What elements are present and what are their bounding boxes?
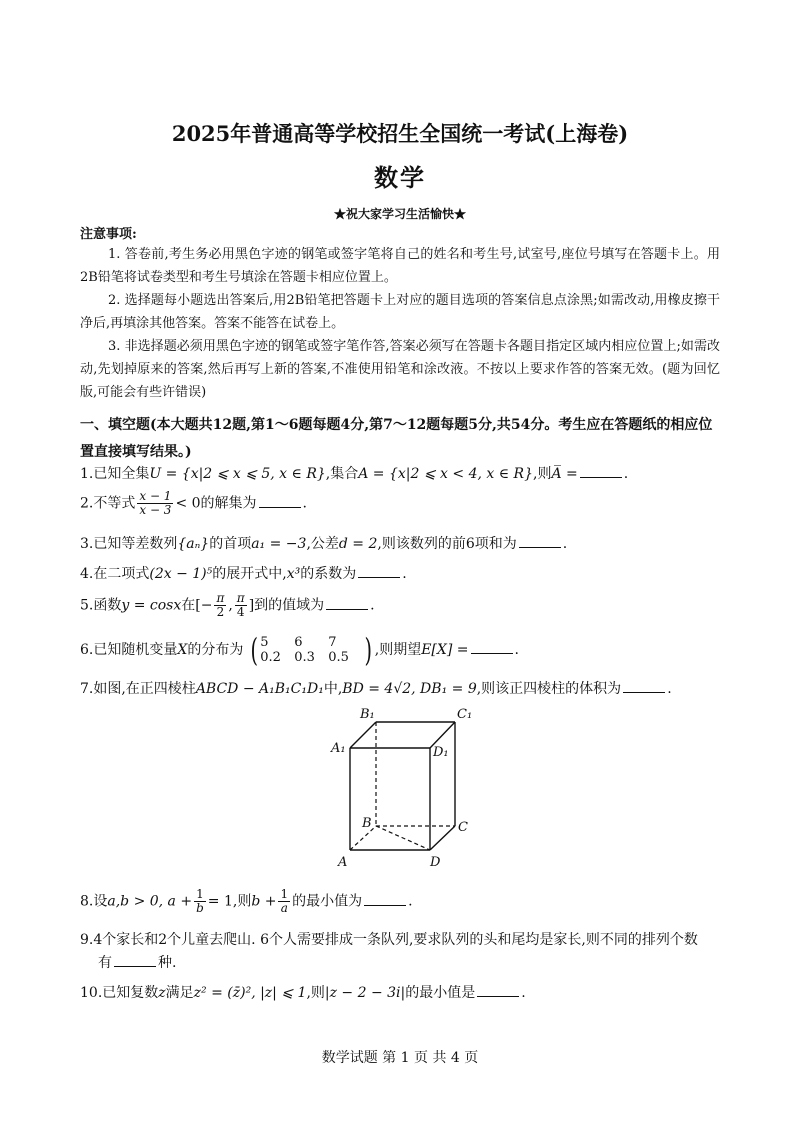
- question-2: 2.不等式 $\frac{x - 1}{x - 3}$ < 0的解集为 .: [80, 489, 307, 517]
- label-b1: B₁: [360, 707, 375, 722]
- fraction: $\frac{x - 1}{x - 3}$: [139, 489, 172, 517]
- edge-bd: [376, 826, 430, 850]
- question-9: 9.4个家长和2个儿童去爬山. 6个人需要排成一条队列,要求队列的头和尾均是家长,则不同的排列个数: [80, 932, 698, 948]
- answer-blank-10[interactable]: [477, 983, 519, 997]
- question-9-cont: 有 种.: [98, 955, 177, 971]
- notice-item-2: 2. 选择题每小题选出答案后,用2B铅笔把答题卡上对应的题目选项的答案信息点涂黑;如需改动,用橡皮擦干净后,再填涂其他答案。答案不能答在试卷上。: [80, 293, 720, 331]
- question-10: 10.已知复数z满足z² = (z̄)², |z| ⩽ 1,则|z − 2 − 3i|的最小值是 .: [80, 985, 526, 1001]
- answer-blank-2[interactable]: [259, 494, 301, 508]
- prism-figure: [320, 700, 490, 872]
- question-6: 6.已知随机变量X的分布为 ( 5 6 7 0.2 0.3 0.5 ) ,则期望E[X] = .: [80, 631, 519, 669]
- edge-a1b1: [350, 722, 376, 748]
- question-4: 4.在二项式(2x − 1)⁵的展开式中,x³的系数为 .: [80, 566, 407, 582]
- label-d1: D₁: [433, 745, 449, 760]
- label-d: D: [430, 855, 441, 870]
- exam-title: 2025年普通高等学校招生全国统一考试(上海卷): [171, 121, 629, 146]
- page-footer: 数学试题 第 1 页 共 4 页: [321, 1050, 479, 1066]
- distribution-matrix: ( 5 6 7 0.2 0.3 0.5 ): [250, 631, 373, 669]
- answer-blank-8[interactable]: [364, 892, 406, 906]
- answer-blank-3[interactable]: [519, 534, 561, 548]
- answer-blank-9[interactable]: [114, 953, 156, 967]
- exam-subject: 数学: [374, 163, 426, 192]
- label-a1: A₁: [331, 741, 346, 756]
- answer-blank-7[interactable]: [623, 679, 665, 693]
- question-8: 8.设a,b > 0, a + $\frac{1}{b}$ = 1,则b + $\frac{1}{a}$ 的最小值为 .: [80, 887, 413, 915]
- answer-blank-1[interactable]: [580, 464, 622, 478]
- label-c: C: [458, 820, 468, 835]
- fraction: $\frac{\pi}{4}$: [236, 591, 245, 619]
- label-a: A: [338, 855, 348, 870]
- question-1: 1.已知全集U = {x|2 ⩽ x ⩽ 5, x ∈ R},集合A = {x|2 ⩽ x < 4, x ∈ R},则A̅ = .: [80, 466, 629, 482]
- question-5: 5.函数y = cosx在[− $\frac{\pi}{2}$ , $\frac{\pi}{4}$ ]到的值域为 .: [80, 591, 375, 619]
- notice-heading: 注意事项:: [80, 227, 137, 242]
- edge-dc: [430, 826, 455, 850]
- label-c1: C₁: [457, 707, 473, 722]
- question-3: 3.已知等差数列{aₙ}的首项a₁ = −3,公差d = 2,则该数列的前6项和为 .: [80, 536, 568, 552]
- fraction: $\frac{1}{a}$: [280, 887, 289, 915]
- fraction: $\frac{1}{b}$: [196, 887, 204, 915]
- question-7: 7.如图,在正四棱柱ABCD − A₁B₁C₁D₁中,BD = 4√2, DB₁ = 9,则该正四棱柱的体积为 .: [80, 681, 672, 697]
- answer-blank-6[interactable]: [471, 640, 513, 654]
- notice-item-3: 3. 非选择题必须用黑色字迹的钢笔或签字笔作答,答案必须写在答题卡各题目指定区域内相应位置上;如需改动,先划掉原来的答案,然后再写上新的答案,不准使用铅笔和涂改液。不按以上要求作答的答案无效。(题为回忆版,可能会有些许错误): [80, 339, 720, 400]
- label-b: B: [362, 816, 372, 831]
- section-heading: 一、填空题(本大题共12题,第1～6题每题4分,第7～12题每题5分,共54分。考生应在答题纸的相应位置直接填写结果。): [80, 417, 713, 460]
- fraction: $\frac{\pi}{2}$: [216, 591, 225, 619]
- exam-motto: ★祝大家学习生活愉快★: [333, 207, 466, 221]
- answer-blank-5[interactable]: [326, 596, 368, 610]
- answer-blank-4[interactable]: [358, 564, 400, 578]
- notice-item-1: 1. 答卷前,考生务必用黑色字迹的钢笔或签字笔将自己的姓名和考生号,试室号,座位号填写在答题卡上。用2B铅笔将试卷类型和考生号填涂在答题卡相应位置上。: [80, 247, 720, 285]
